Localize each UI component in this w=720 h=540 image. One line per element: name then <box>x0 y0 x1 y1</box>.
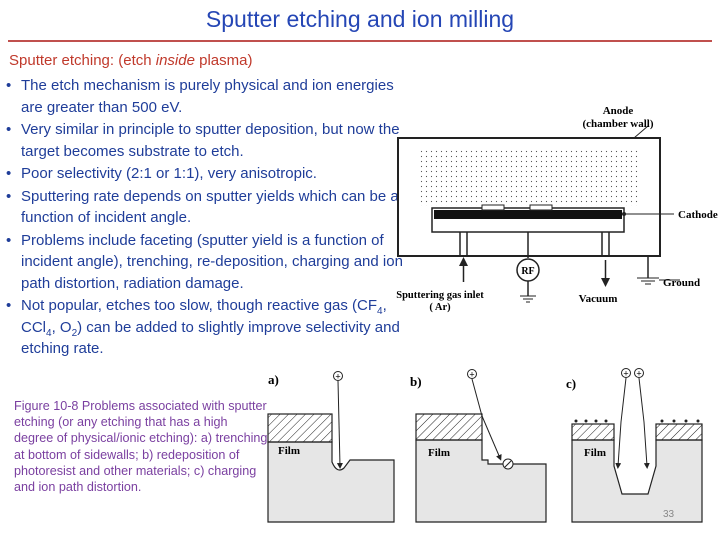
ion-path <box>338 381 340 466</box>
plus-icon: + <box>636 368 642 379</box>
cathode-plate <box>434 210 622 219</box>
bullet-item: • The etch mechanism is purely physical and ion energies are greater than 500 eV. <box>4 75 404 118</box>
anode-sub-label: (chamber wall) <box>582 118 654 130</box>
bullet-list <box>4 75 404 361</box>
section-heading <box>9 52 252 69</box>
surface-charge-dot <box>661 420 664 423</box>
cathode-leader-dot <box>622 212 626 216</box>
heading-emphasis: inside <box>155 52 195 69</box>
subscript: 4 <box>46 327 52 339</box>
vacuum-arrow-head <box>601 278 610 287</box>
bullet-text: , CCl <box>21 297 387 336</box>
surface-charge-dot <box>605 420 608 423</box>
bullet-text: ) can be added to slightly improve selectivity and etching rate. <box>21 318 400 357</box>
plasma-region <box>420 148 640 206</box>
slide-title: Sputter etching and ion milling <box>205 6 515 32</box>
rf-label: RF <box>521 266 535 277</box>
ion-path <box>482 416 500 458</box>
panel-c-photoresist <box>656 424 702 440</box>
surface-charge-dot <box>697 420 700 423</box>
wafer <box>482 205 504 210</box>
panel-b-label: b) <box>410 374 422 389</box>
panel-c-label: c) <box>566 376 577 391</box>
surface-charge-dot <box>595 420 598 423</box>
vacuum-label: Vacuum <box>578 293 618 305</box>
bullet-item: • Very similar in principle to sputter deposition, but now the target becomes substrate to etch. <box>4 119 404 162</box>
plus-icon: + <box>469 369 475 380</box>
panel-c-photoresist <box>572 424 614 440</box>
gas-inlet-label: Sputtering gas inlet <box>396 290 484 301</box>
bullet-text: Not popular, etches too slow, though reactive gas (CF <box>21 297 378 314</box>
panel-a-photoresist <box>268 414 332 442</box>
anode-label: Anode <box>602 105 634 117</box>
surface-charge-dot <box>585 420 588 423</box>
ion-path <box>472 379 482 416</box>
panel-a-film-label: Film <box>278 445 300 457</box>
heading-prefix: Sputter etching: (etch <box>9 52 156 69</box>
plus-icon: + <box>623 368 629 379</box>
gas-inlet-sub-label: ( Ar) <box>429 302 451 313</box>
figure-caption: Figure 10-8 Problems associated with sputter etching (or any etching that has a high degree of physical/ionic etching): a) trenching at bottom of sidewalls; b) redeposition of photoresist and other materials; c) charging and ion path distortion. <box>14 399 268 495</box>
panel-b-film-label: Film <box>428 447 450 459</box>
subscript: 2 <box>71 327 78 339</box>
bullet-item: • Poor selectivity (2:1 or 1:1), very anisotropic. <box>4 163 404 185</box>
page-number: 33 <box>663 509 675 520</box>
cathode-label: Cathode <box>678 209 718 221</box>
bullet-item <box>4 295 404 360</box>
gas-inlet-arrow-head <box>459 257 468 266</box>
surface-charge-dot <box>685 420 688 423</box>
subscript: 4 <box>377 306 383 317</box>
etch-profile-figure <box>264 362 704 526</box>
ion-path <box>618 378 626 466</box>
panel-a-label: a) <box>268 372 279 387</box>
panel-c-film-label: Film <box>584 447 606 459</box>
wafer <box>530 205 552 210</box>
chamber-diagram <box>380 100 718 330</box>
bullet-text: , O <box>51 318 72 336</box>
title-divider <box>8 40 712 42</box>
panel-b-photoresist <box>416 414 482 440</box>
plus-icon: + <box>335 371 341 382</box>
ground-label: Ground <box>663 277 701 289</box>
ion-path <box>639 378 647 466</box>
bullet-item: • Sputtering rate depends on sputter yields which can be a function of incident angle. <box>4 186 404 229</box>
surface-charge-dot <box>575 420 578 423</box>
heading-suffix: plasma) <box>194 52 253 69</box>
bullet-item: • Problems include faceting (sputter yield is a function of incident angle), trenching, re-deposition, charging and ion path distortion, radiation damage. <box>4 230 404 295</box>
surface-charge-dot <box>673 420 676 423</box>
